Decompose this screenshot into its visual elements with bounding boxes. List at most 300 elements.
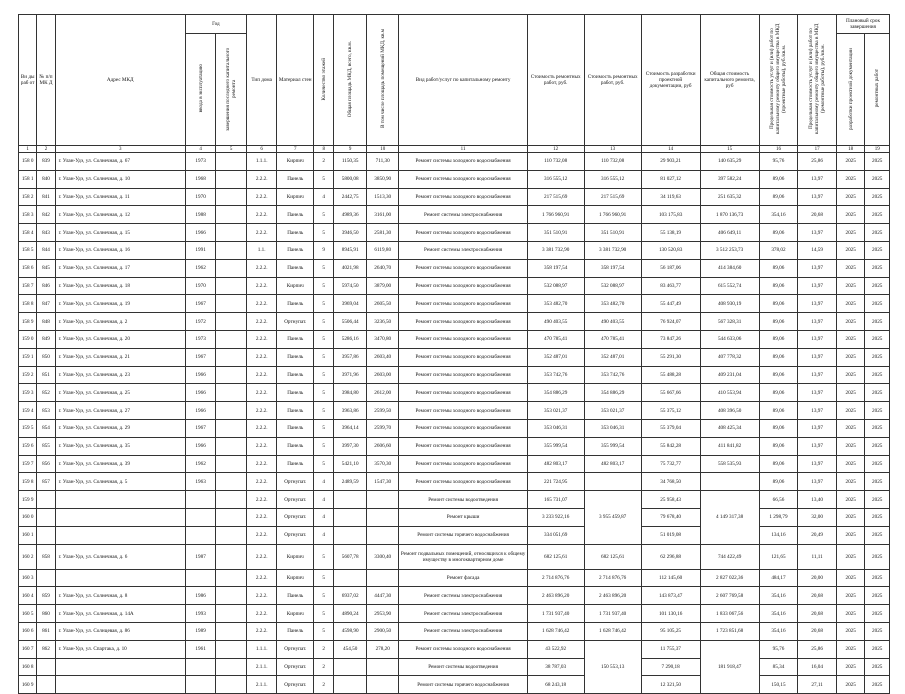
address-cell: г. Улан-Удэ, ул. Солнечная, д. 27 (55, 402, 185, 420)
limit-design-cell: 95,76 (759, 640, 798, 658)
mkd-number-cell (37, 658, 55, 676)
table-row (19, 437, 890, 455)
total-area-cell: 3957,86 (334, 348, 367, 366)
work-type-cell: 160 9 (19, 676, 37, 694)
house-type-cell: 2.2.2. (246, 544, 277, 569)
limit-design-cell: 121,65 (759, 544, 798, 569)
header-floors (314, 15, 334, 146)
work-kind-cell: Ремонт системы холодного водоснабжения (399, 295, 527, 313)
plan-design-cell: 2025 (836, 508, 864, 526)
limit-repair-cell: 25,86 (798, 153, 837, 171)
work-kind-cell: Ремонт системы холодного водоснабжения (399, 384, 527, 402)
limit-design-cell: 354,16 (759, 605, 798, 623)
commission-year-cell: 1972 (185, 313, 216, 331)
commission-year-cell: 1963 (185, 473, 216, 491)
work-kind-cell: Ремонт системы холодного водоснабжения (399, 170, 527, 188)
last-repair-year-cell (216, 437, 247, 455)
mkd-number-cell (37, 508, 55, 526)
work-type-cell: 159 5 (19, 419, 37, 437)
column-number: 13 (584, 146, 641, 153)
work-type-cell: 159 3 (19, 384, 37, 402)
address-cell: г. Улан-Удэ, ул. Солнечная, д. 35 (55, 437, 185, 455)
total-area-cell: 2442,75 (334, 188, 367, 206)
limit-design-cell: 89,06 (759, 330, 798, 348)
table-row (19, 640, 890, 658)
limit-design-cell: 89,06 (759, 259, 798, 277)
commission-year-cell (185, 569, 216, 587)
total-area-cell: 5800,08 (334, 170, 367, 188)
design-cost-cell: 7 290,18 (641, 658, 700, 676)
repair-cost-2-cell: 470 785,41 (584, 330, 641, 348)
limit-design-cell: 89,06 (759, 295, 798, 313)
address-cell: г. Улан-Удэ, ул. Солнечная, д. 29 (55, 419, 185, 437)
limit-design-cell: 89,06 (759, 473, 798, 491)
work-type-cell: 158 9 (19, 313, 37, 331)
wall-material-cell: Кирпич (277, 605, 314, 623)
design-cost-cell: 25 958,43 (641, 491, 700, 509)
house-type-cell: 1.1.1. (246, 640, 277, 658)
limit-repair-cell: 13,97 (798, 402, 837, 420)
design-cost-cell: 62 296,88 (641, 544, 700, 569)
last-repair-year-cell (216, 676, 247, 694)
floors-cell: 5 (314, 587, 334, 605)
header-limit-design-text: Предельная стоимость услуг и (или) работ по капитальному ремонту общего имущества в МКД (проектные работы), руб./кв.м. (769, 23, 788, 135)
limit-design-cell: 150,15 (759, 676, 798, 694)
wall-material-cell: Opтнупат. (277, 658, 314, 676)
repair-cost-cell: 316 555,12 (527, 170, 584, 188)
premises-area-cell: 3570,30 (366, 455, 399, 473)
header-commission-year (185, 34, 216, 146)
design-cost-cell: 34 768,50 (641, 473, 700, 491)
total-cost-cell: 615 552,74 (700, 277, 759, 295)
wall-material-cell: Панель (277, 419, 314, 437)
total-area-cell: 3964,14 (334, 419, 367, 437)
address-cell (55, 676, 185, 694)
work-type-cell: 160 2 (19, 544, 37, 569)
total-area-cell: 3984,80 (334, 384, 367, 402)
plan-design-cell: 2025 (836, 605, 864, 623)
address-cell: г. Улан-Удэ, ул. Солнечная, д. 17 (55, 259, 185, 277)
work-type-cell: 160 7 (19, 640, 37, 658)
limit-design-cell: 89,06 (759, 402, 798, 420)
house-type-cell: 2.2.2. (246, 348, 277, 366)
commission-year-cell: 1967 (185, 348, 216, 366)
address-cell: г. Улан-Удэ, ул. Солнечная, д. 67 (55, 153, 185, 171)
total-area-cell (334, 658, 367, 676)
header-mkd-number: № п/п МК Д (37, 15, 55, 146)
total-cost-cell (700, 473, 759, 491)
premises-area-cell: 1547,30 (366, 473, 399, 491)
limit-repair-cell: 25,86 (798, 640, 837, 658)
table-row (19, 569, 890, 587)
house-type-cell: 2.2.2. (246, 224, 277, 242)
total-area-cell: 3969,04 (334, 295, 367, 313)
column-number: 2 (37, 146, 55, 153)
commission-year-cell: 1966 (185, 402, 216, 420)
premises-area-cell: 2581,30 (366, 224, 399, 242)
design-cost-cell: 79 678,40 (641, 508, 700, 526)
last-repair-year-cell (216, 330, 247, 348)
mkd-number-cell: 856 (37, 455, 55, 473)
repair-cost-2-cell (584, 473, 641, 491)
column-number: 16 (759, 146, 798, 153)
repair-cost-2-cell: 351 510,91 (584, 224, 641, 242)
premises-area-cell (366, 676, 399, 694)
capital-repair-table (18, 14, 890, 694)
header-plan-repair-text: ремонтных работ (874, 69, 881, 108)
limit-design-cell: 89,06 (759, 366, 798, 384)
repair-cost-cell: 490 403,55 (527, 313, 584, 331)
mkd-number-cell (37, 569, 55, 587)
wall-material-cell: Кирпич (277, 188, 314, 206)
wall-material-cell: Панель (277, 170, 314, 188)
commission-year-cell (185, 508, 216, 526)
column-number: 7 (277, 146, 314, 153)
plan-repair-cell: 2025 (865, 295, 890, 313)
last-repair-year-cell (216, 622, 247, 640)
design-cost-cell: 55 291,30 (641, 348, 700, 366)
work-kind-cell: Ремонт системы холодного водоснабжения (399, 473, 527, 491)
total-area-cell: 8945,91 (334, 241, 367, 259)
column-number: 11 (399, 146, 527, 153)
work-type-cell: 158 2 (19, 188, 37, 206)
repair-cost-2-cell: 3 955 459,87 (584, 491, 641, 544)
header-repair-cost-2: Стоимость ремонтных работ, руб. (584, 15, 641, 146)
plan-repair-cell: 2025 (865, 153, 890, 171)
total-area-cell: 5421,10 (334, 455, 367, 473)
total-area-cell: 5974,50 (334, 277, 367, 295)
premises-area-cell: 711,30 (366, 153, 399, 171)
limit-repair-cell: 13,97 (798, 170, 837, 188)
plan-repair-cell: 2025 (865, 224, 890, 242)
limit-design-cell: 354,16 (759, 587, 798, 605)
repair-cost-2-cell: 353 482,70 (584, 295, 641, 313)
table-row (19, 455, 890, 473)
floors-cell: 4 (314, 491, 334, 509)
repair-cost-cell: 2 714 876,76 (527, 569, 584, 587)
commission-year-cell: 1986 (185, 587, 216, 605)
limit-repair-cell: 20,68 (798, 605, 837, 623)
address-cell (55, 658, 185, 676)
design-cost-cell: 51 019,08 (641, 526, 700, 544)
repair-cost-cell: 353 021,37 (527, 402, 584, 420)
plan-repair-cell: 2025 (865, 658, 890, 676)
last-repair-year-cell (216, 605, 247, 623)
design-cost-cell: 130 520,83 (641, 241, 700, 259)
work-kind-cell: Ремонт крыши (399, 508, 527, 526)
header-premises-area (366, 15, 399, 146)
work-kind-cell: Ремонт системы горячего водоснабжения (399, 526, 527, 544)
last-repair-year-cell (216, 640, 247, 658)
repair-cost-cell: 358 197,54 (527, 259, 584, 277)
last-repair-year-cell (216, 526, 247, 544)
repair-cost-cell: 221 724,95 (527, 473, 584, 491)
total-area-cell: 6937,02 (334, 587, 367, 605)
premises-area-cell: 2640,70 (366, 259, 399, 277)
design-cost-cell: 55 842,28 (641, 437, 700, 455)
floors-cell: 5 (314, 384, 334, 402)
address-cell: г. Улан-Удэ, ул. Солнечная, д. 18 (55, 277, 185, 295)
column-number-row (19, 146, 890, 153)
work-type-cell: 160 0 (19, 508, 37, 526)
address-cell: г. Улан-Удэ, ул. Солнечная, д. 15 (55, 224, 185, 242)
work-type-cell: 159 6 (19, 437, 37, 455)
plan-design-cell: 2025 (836, 676, 864, 694)
mkd-number-cell: 858 (37, 544, 55, 569)
mkd-number-cell: 850 (37, 348, 55, 366)
table-row (19, 605, 890, 623)
column-number: 9 (334, 146, 367, 153)
limit-design-cell: 354,16 (759, 206, 798, 224)
house-type-cell: 2.2.2. (246, 419, 277, 437)
limit-design-cell: 89,06 (759, 437, 798, 455)
house-type-cell: 2.2.2. (246, 295, 277, 313)
design-cost-cell: 112 145,60 (641, 569, 700, 587)
last-repair-year-cell (216, 224, 247, 242)
commission-year-cell: 1966 (185, 437, 216, 455)
limit-repair-cell: 13,97 (798, 259, 837, 277)
design-cost-cell: 143 873,47 (641, 587, 700, 605)
limit-repair-cell: 20,49 (798, 526, 837, 544)
limit-design-cell: 89,06 (759, 348, 798, 366)
mkd-number-cell: 841 (37, 188, 55, 206)
limit-repair-cell: 13,97 (798, 437, 837, 455)
last-repair-year-cell (216, 259, 247, 277)
limit-repair-cell: 13,97 (798, 330, 837, 348)
commission-year-cell (185, 491, 216, 509)
mkd-number-cell: 843 (37, 224, 55, 242)
total-cost-cell: 408 396,50 (700, 402, 759, 420)
house-type-cell: 2.2.2. (246, 330, 277, 348)
header-commission-year-text: ввода в эксплуатацию (197, 64, 204, 113)
wall-material-cell: Кирпич (277, 544, 314, 569)
wall-material-cell: Opтнупат. (277, 676, 314, 694)
commission-year-cell: 1973 (185, 330, 216, 348)
address-cell: г. Улан-Удэ, ул. Солнечная, д. 16 (55, 241, 185, 259)
commission-year-cell: 1962 (185, 455, 216, 473)
repair-cost-2-cell: 354 886,29 (584, 384, 641, 402)
limit-repair-cell: 20,68 (798, 587, 837, 605)
design-cost-cell: 81 027,12 (641, 170, 700, 188)
plan-design-cell: 2025 (836, 569, 864, 587)
limit-design-cell: 134,16 (759, 526, 798, 544)
header-repair-cost: Стоимость ремонтных работ, руб. (527, 15, 584, 146)
house-type-cell: 2.2.2. (246, 366, 277, 384)
last-repair-year-cell (216, 419, 247, 437)
premises-area-cell: 1513,30 (366, 188, 399, 206)
total-area-cell: 4890,24 (334, 605, 367, 623)
address-cell: г. Улан-Удэ, ул. Солнечная, д. 39 (55, 455, 185, 473)
limit-repair-cell: 13,97 (798, 313, 837, 331)
floors-cell: 5 (314, 170, 334, 188)
header-total-cost: Общая стоимость капитального ремонта, руб (700, 15, 759, 146)
table-header (19, 15, 890, 153)
premises-area-cell (366, 658, 399, 676)
last-repair-year-cell (216, 206, 247, 224)
total-area-cell: 1150,35 (334, 153, 367, 171)
commission-year-cell (185, 676, 216, 694)
plan-repair-cell: 2025 (865, 241, 890, 259)
limit-design-cell: 89,06 (759, 170, 798, 188)
floors-cell: 4 (314, 188, 334, 206)
work-kind-cell: Ремонт системы холодного водоснабжения (399, 330, 527, 348)
commission-year-cell: 1967 (185, 419, 216, 437)
total-cost-cell: 1 870 136,73 (700, 206, 759, 224)
table-row (19, 491, 890, 509)
repair-cost-2-cell: 682 125,61 (584, 544, 641, 569)
plan-design-cell: 2025 (836, 366, 864, 384)
total-cost-cell: 411 841,82 (700, 437, 759, 455)
plan-design-cell: 2025 (836, 170, 864, 188)
repair-cost-2-cell: 352 487,01 (584, 348, 641, 366)
plan-repair-cell: 2025 (865, 170, 890, 188)
floors-cell: 5 (314, 419, 334, 437)
last-repair-year-cell (216, 384, 247, 402)
work-kind-cell: Ремонт системы холодного водоснабжения (399, 313, 527, 331)
column-number: 12 (527, 146, 584, 153)
limit-design-cell: 484,17 (759, 569, 798, 587)
design-cost-cell: 12 321,50 (641, 676, 700, 694)
repair-cost-2-cell: 355 999,54 (584, 437, 641, 455)
design-cost-cell: 75 732,77 (641, 455, 700, 473)
limit-repair-cell: 20,68 (798, 622, 837, 640)
repair-cost-2-cell: 1 731 937,40 (584, 605, 641, 623)
last-repair-year-cell (216, 277, 247, 295)
repair-cost-cell: 3 381 732,90 (527, 241, 584, 259)
work-type-cell: 159 1 (19, 348, 37, 366)
table-row (19, 295, 890, 313)
repair-cost-cell: 470 785,41 (527, 330, 584, 348)
address-cell (55, 526, 185, 544)
wall-material-cell: Opтнупат. (277, 491, 314, 509)
house-type-cell: 2.2.2. (246, 473, 277, 491)
commission-year-cell: 1967 (185, 295, 216, 313)
plan-repair-cell: 2025 (865, 330, 890, 348)
mkd-number-cell: 862 (37, 640, 55, 658)
table-row (19, 658, 890, 676)
repair-cost-cell: 482 803,17 (527, 455, 584, 473)
address-cell: г. Улан-Удэ, ул. Солнечная, д. 2 (55, 313, 185, 331)
table-row (19, 224, 890, 242)
total-cost-cell: 558 535,93 (700, 455, 759, 473)
work-type-cell: 159 4 (19, 402, 37, 420)
premises-area-cell: 2605,50 (366, 295, 399, 313)
plan-repair-cell: 2025 (865, 419, 890, 437)
floors-cell: 4 (314, 473, 334, 491)
column-number: 10 (366, 146, 399, 153)
limit-design-cell: 89,06 (759, 419, 798, 437)
limit-repair-cell: 13,97 (798, 455, 837, 473)
repair-cost-2-cell: 2 463 896,20 (584, 587, 641, 605)
floors-cell: 4 (314, 508, 334, 526)
total-area-cell (334, 491, 367, 509)
table-row (19, 419, 890, 437)
plan-design-cell: 2025 (836, 526, 864, 544)
limit-design-cell: 378,02 (759, 241, 798, 259)
premises-area-cell: 3470,80 (366, 330, 399, 348)
plan-design-cell: 2025 (836, 622, 864, 640)
work-kind-cell: Ремонт системы холодного водоснабжения (399, 402, 527, 420)
table-row (19, 241, 890, 259)
premises-area-cell: 3879,00 (366, 277, 399, 295)
plan-repair-cell: 2025 (865, 437, 890, 455)
floors-cell: 2 (314, 640, 334, 658)
total-area-cell: 4598,90 (334, 622, 367, 640)
limit-repair-cell: 11,11 (798, 544, 837, 569)
plan-repair-cell: 2025 (865, 622, 890, 640)
repair-cost-cell: 2 463 896,20 (527, 587, 584, 605)
limit-repair-cell: 20,68 (798, 206, 837, 224)
work-type-cell: 158 4 (19, 224, 37, 242)
total-cost-cell: 409 231,04 (700, 366, 759, 384)
total-area-cell: 3971,96 (334, 366, 367, 384)
total-area-cell: 4989,36 (334, 206, 367, 224)
mkd-number-cell: 861 (37, 622, 55, 640)
house-type-cell: 2.2.2. (246, 508, 277, 526)
mkd-number-cell: 840 (37, 170, 55, 188)
last-repair-year-cell (216, 455, 247, 473)
repair-cost-cell: 353 482,70 (527, 295, 584, 313)
plan-repair-cell: 2025 (865, 508, 890, 526)
floors-cell: 5 (314, 366, 334, 384)
work-type-cell: 158 3 (19, 206, 37, 224)
last-repair-year-cell (216, 153, 247, 171)
floors-cell: 5 (314, 277, 334, 295)
mkd-number-cell: 848 (37, 313, 55, 331)
plan-design-cell: 2025 (836, 384, 864, 402)
mkd-number-cell (37, 526, 55, 544)
header-wall-material: Материал стен (277, 15, 314, 146)
work-kind-cell: Ремонт системы электроснабжения (399, 622, 527, 640)
floors-cell: 5 (314, 544, 334, 569)
repair-cost-2-cell: 353 742,76 (584, 366, 641, 384)
mkd-number-cell: 851 (37, 366, 55, 384)
commission-year-cell: 1987 (185, 544, 216, 569)
wall-material-cell: Кирпич (277, 569, 314, 587)
plan-repair-cell: 2025 (865, 259, 890, 277)
total-cost-cell: 407 778,32 (700, 348, 759, 366)
header-plan-repair (865, 34, 890, 146)
address-cell: г. Улан-Удэ, ул. Солнечная, д. 20 (55, 330, 185, 348)
mkd-number-cell: 844 (37, 241, 55, 259)
work-type-cell: 160 3 (19, 569, 37, 587)
total-area-cell: 2489,59 (334, 473, 367, 491)
header-design-cost: Стоимость разработки проектной документации, руб (641, 15, 700, 146)
plan-repair-cell: 2025 (865, 640, 890, 658)
repair-cost-2-cell: 358 197,54 (584, 259, 641, 277)
design-cost-cell: 55 488,28 (641, 366, 700, 384)
commission-year-cell: 1973 (185, 153, 216, 171)
work-type-cell: 160 8 (19, 658, 37, 676)
design-cost-cell: 95 105,25 (641, 622, 700, 640)
floors-cell: 9 (314, 241, 334, 259)
repair-cost-cell: 43 522,92 (527, 640, 584, 658)
floors-cell: 5 (314, 437, 334, 455)
work-kind-cell: Ремонт системы холодного водоснабжения (399, 640, 527, 658)
address-cell: г. Улан-Удэ, ул. Спартака, д. 10 (55, 640, 185, 658)
last-repair-year-cell (216, 295, 247, 313)
total-area-cell: 3963,86 (334, 402, 367, 420)
address-cell: г. Улан-Удэ, ул. Солнечная, д. 14А (55, 605, 185, 623)
commission-year-cell: 1970 (185, 188, 216, 206)
limit-repair-cell: 13,97 (798, 366, 837, 384)
limit-repair-cell: 13,97 (798, 348, 837, 366)
address-cell: г. Улан-Удэ, ул. Солнечная, д. 11 (55, 188, 185, 206)
repair-cost-cell: 68 243,18 (527, 676, 584, 694)
floors-cell: 2 (314, 153, 334, 171)
design-cost-cell: 34 119,63 (641, 188, 700, 206)
limit-design-cell: 1 298,79 (759, 508, 798, 526)
